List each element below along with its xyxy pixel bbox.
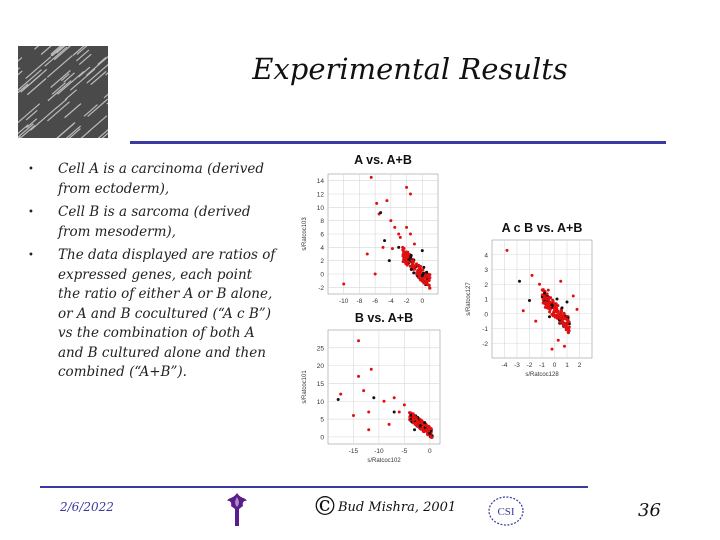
data-point <box>382 246 385 249</box>
data-point <box>398 410 401 413</box>
footer-date: 2/6/2022 <box>60 500 114 514</box>
bullet-text: Cell A is a carcinoma (derived from ectoderm), <box>58 161 264 197</box>
data-point <box>567 327 570 330</box>
data-point <box>403 255 406 258</box>
data-point <box>399 236 402 239</box>
data-point <box>559 317 562 320</box>
data-point <box>405 186 408 189</box>
data-point <box>339 393 342 396</box>
data-point <box>409 256 412 259</box>
data-point <box>528 299 531 302</box>
y-tick-label: 5 <box>320 416 324 424</box>
data-point <box>428 279 431 282</box>
data-point <box>413 428 416 431</box>
data-point <box>417 264 420 267</box>
y-tick-label: 4 <box>484 252 488 260</box>
data-point <box>379 211 382 214</box>
data-point <box>425 271 428 274</box>
chart-title: B vs. A+B <box>354 311 414 325</box>
data-point <box>551 303 554 306</box>
data-point <box>405 226 408 229</box>
data-point <box>337 398 340 401</box>
x-tick-label: -10 <box>374 448 384 455</box>
data-point <box>424 424 427 427</box>
y-tick-label: -1 <box>482 326 488 333</box>
diagonal-streaks-logo <box>18 46 108 138</box>
y-tick-label: -2 <box>318 284 324 292</box>
y-tick-label: 3 <box>484 267 488 274</box>
x-axis-label: s/Ratcoc102 <box>367 458 401 464</box>
y-tick-label: 12 <box>316 191 324 199</box>
data-point <box>389 219 392 222</box>
data-point <box>357 339 360 342</box>
x-axis-label: s/Ratcoc128 <box>525 372 559 378</box>
page-number: 36 <box>638 500 661 521</box>
y-tick-label: 0 <box>320 434 324 442</box>
bullet-item <box>28 203 278 242</box>
data-point <box>543 292 546 295</box>
footer-author: Bud Mishra, 2001 <box>338 500 457 515</box>
y-tick-label: 15 <box>316 380 324 388</box>
data-point <box>357 375 360 378</box>
data-point <box>393 410 396 413</box>
x-tick-label: -10 <box>339 298 349 305</box>
x-tick-label: -3 <box>514 362 520 369</box>
data-point <box>388 259 391 262</box>
y-tick-label: -2 <box>482 340 488 348</box>
data-point <box>552 307 555 310</box>
school-logo-image <box>18 46 108 138</box>
data-point <box>422 266 425 269</box>
y-tick-label: 20 <box>316 363 324 371</box>
data-point <box>415 425 418 428</box>
data-point <box>385 199 388 202</box>
data-point <box>522 309 525 312</box>
data-point <box>557 339 560 342</box>
x-tick-label: -6 <box>372 298 379 305</box>
data-point <box>534 320 537 323</box>
chart-title: A c B vs. A+B <box>501 221 583 235</box>
scatter-chart-acb-vs-ab <box>452 218 602 382</box>
footer-copyright <box>312 492 456 522</box>
data-point <box>576 308 579 311</box>
data-point <box>543 301 546 304</box>
data-point <box>388 423 391 426</box>
data-point <box>427 284 430 287</box>
data-point <box>403 403 406 406</box>
y-tick-label: 1 <box>484 296 488 304</box>
data-point <box>412 421 415 424</box>
title-divider <box>130 141 666 144</box>
data-point <box>423 421 426 424</box>
y-tick-label: 6 <box>320 231 324 239</box>
data-point <box>413 243 416 246</box>
data-point <box>423 280 426 283</box>
data-point <box>370 176 373 179</box>
bullet-item <box>28 160 278 199</box>
data-point <box>383 239 386 242</box>
data-point <box>428 432 431 435</box>
data-point <box>362 389 365 392</box>
data-point <box>397 233 400 236</box>
data-point <box>414 265 417 268</box>
data-point <box>409 233 412 236</box>
chart-svg <box>452 218 602 378</box>
data-point <box>422 272 425 275</box>
data-point <box>561 306 564 309</box>
data-point <box>374 273 377 276</box>
data-point <box>547 289 550 292</box>
x-tick-label: -2 <box>403 298 410 305</box>
data-point <box>391 247 394 250</box>
data-point <box>548 310 551 313</box>
data-point <box>421 421 424 424</box>
x-tick-label: -5 <box>401 448 408 455</box>
y-tick-label: 14 <box>316 178 324 186</box>
y-tick-label: 10 <box>316 204 324 212</box>
chart-svg <box>298 308 448 466</box>
data-point <box>429 436 432 439</box>
data-point <box>552 311 555 314</box>
data-point <box>375 202 378 205</box>
y-tick-label: 2 <box>320 258 324 266</box>
data-point <box>401 246 404 249</box>
data-point <box>397 246 400 249</box>
data-point <box>555 309 558 312</box>
data-point <box>370 368 373 371</box>
x-tick-label: -2 <box>526 362 533 369</box>
data-point <box>417 273 420 276</box>
y-tick-label: 10 <box>316 398 324 406</box>
data-point <box>411 260 414 263</box>
bullet-dot: • <box>28 250 34 261</box>
data-point <box>367 410 370 413</box>
data-point <box>561 316 564 319</box>
x-tick-label: 0 <box>420 298 425 305</box>
bullet-item <box>28 246 278 383</box>
data-point <box>506 249 509 252</box>
data-point <box>342 283 345 286</box>
data-point <box>531 274 534 277</box>
data-point <box>413 418 416 421</box>
y-tick-label: 2 <box>484 281 488 289</box>
x-tick-label: 0 <box>552 362 557 369</box>
x-tick-label: -4 <box>501 362 508 369</box>
data-point <box>367 428 370 431</box>
data-point <box>383 400 386 403</box>
data-point <box>551 299 554 302</box>
data-point <box>410 268 413 271</box>
y-tick-label: 0 <box>320 271 324 279</box>
data-point <box>416 269 419 272</box>
data-point <box>412 414 415 417</box>
data-point <box>366 253 369 256</box>
data-point <box>548 315 551 318</box>
data-point <box>563 324 566 327</box>
data-point <box>421 249 424 252</box>
bullet-dot: • <box>28 207 34 218</box>
chart-title: A vs. A+B <box>354 153 412 167</box>
data-point <box>551 348 554 351</box>
x-tick-label: -1 <box>539 362 545 369</box>
csi-logo-text: CSI <box>497 506 515 518</box>
data-point <box>563 345 566 348</box>
x-tick-label: -8 <box>356 298 363 305</box>
data-point <box>568 320 571 323</box>
csi-logo-icon <box>486 494 526 528</box>
data-point <box>393 396 396 399</box>
y-tick-label: 4 <box>320 244 324 252</box>
data-point <box>393 226 396 229</box>
scatter-chart-a-vs-ab <box>298 150 448 312</box>
data-point <box>428 287 431 290</box>
data-point <box>538 283 541 286</box>
copyright-mark: © <box>312 492 338 522</box>
data-point <box>402 260 405 263</box>
data-point <box>559 280 562 283</box>
data-point <box>412 271 415 274</box>
page-title: Experimental Results <box>252 52 568 86</box>
data-point <box>426 427 429 430</box>
bullet-dot: • <box>28 164 34 175</box>
x-tick-label: 1 <box>565 362 569 369</box>
data-point <box>556 298 559 301</box>
data-point <box>548 301 551 304</box>
y-axis-label: s/Ratcoc103 <box>302 217 308 251</box>
data-point <box>565 327 568 330</box>
data-point <box>409 193 412 196</box>
y-tick-label: 25 <box>316 345 324 353</box>
data-point <box>404 251 407 254</box>
y-tick-label: 8 <box>320 218 324 226</box>
bullet-list <box>28 160 278 387</box>
y-axis-label: s/Ratcoc127 <box>466 282 472 316</box>
torch-logo-icon <box>224 492 250 532</box>
y-axis-label: s/Ratcoc101 <box>302 370 308 404</box>
data-point <box>424 274 427 277</box>
x-tick-label: 0 <box>428 448 432 455</box>
scatter-chart-b-vs-ab <box>298 308 448 470</box>
data-point <box>428 276 431 279</box>
data-point <box>419 424 422 427</box>
data-point <box>567 331 570 334</box>
data-point <box>352 414 355 417</box>
data-point <box>549 296 552 299</box>
chart-svg <box>298 150 448 308</box>
bullet-text: The data displayed are ratios of expressed genes, each point the ratio of either A or B alone, or A and B cocultured (“A c B”) vs the combination of both A and B cultured alone and then combined (“A+B”). <box>58 247 276 380</box>
x-tick-label: 2 <box>577 362 582 369</box>
data-point <box>411 263 414 266</box>
data-point <box>542 298 545 301</box>
data-point <box>416 421 419 424</box>
data-point <box>420 428 423 431</box>
x-tick-label: -4 <box>387 298 394 305</box>
bullet-text: Cell B is a sarcoma (derived from mesoderm), <box>58 204 251 240</box>
footer-divider <box>40 486 588 488</box>
data-point <box>372 396 375 399</box>
y-tick-label: 0 <box>484 311 488 319</box>
data-point <box>421 269 424 272</box>
data-point <box>572 295 575 298</box>
x-tick-label: -15 <box>348 448 359 455</box>
data-point <box>566 300 569 303</box>
data-point <box>406 260 409 263</box>
data-point <box>556 304 559 307</box>
data-point <box>541 288 544 291</box>
data-point <box>518 280 521 283</box>
